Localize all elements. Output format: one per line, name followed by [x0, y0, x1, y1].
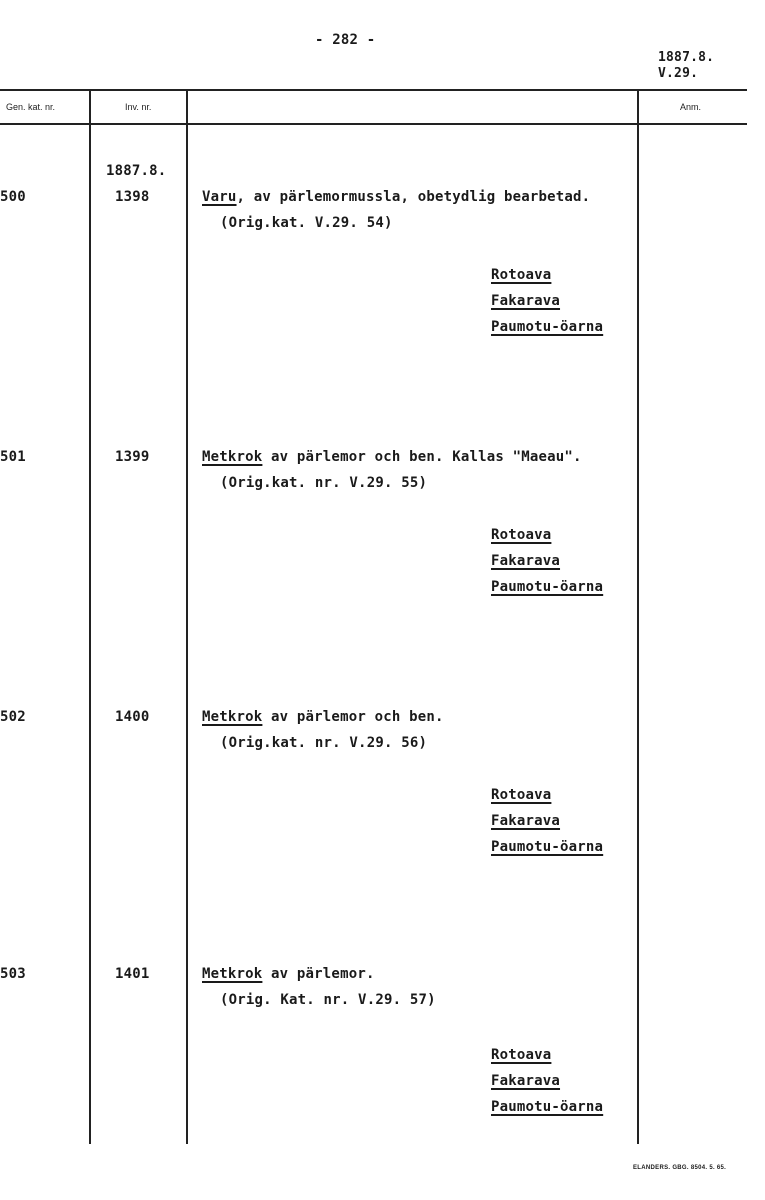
entry-description [202, 709, 444, 725]
catalog-volume-ref: V.29. [658, 66, 699, 81]
header-inv-nr: Inv. nr. [125, 102, 152, 112]
inv-number: 1399 [115, 449, 150, 465]
printer-imprint: ELANDERS. GBG. 8504. 5. 65. [633, 1165, 727, 1171]
entry-title: Varu [202, 189, 237, 205]
table-top-rule [0, 89, 747, 91]
place-atoll: Fakarava [491, 293, 561, 309]
place-archipelago: Paumotu-öarna [491, 319, 604, 335]
column-divider-2 [186, 89, 188, 1144]
place-archipelago: Paumotu-öarna [491, 579, 604, 595]
gen-kat-number: 501 [0, 449, 26, 465]
gen-kat-number: 502 [0, 709, 26, 725]
place-locality: Rotoava [491, 267, 552, 283]
header-gen-kat-nr: Gen. kat. nr. [6, 102, 56, 112]
gen-kat-number: 500 [0, 189, 26, 205]
orig-catalog-ref: (Orig. Kat. nr. V.29. 57) [220, 992, 436, 1008]
place-locality: Rotoava [491, 1047, 552, 1063]
place-locality: Rotoava [491, 787, 552, 803]
entry-title: Metkrok [202, 449, 263, 465]
entry-title: Metkrok [202, 966, 263, 982]
column-divider-1 [89, 89, 91, 1144]
gen-kat-number: 503 [0, 966, 26, 982]
inv-number: 1401 [115, 966, 150, 982]
entry-description-text: av pärlemor och ben. [262, 709, 444, 725]
entry-description-text: , av pärlemormussla, obetydlig bearbetad. [236, 189, 591, 205]
table-header-rule [0, 123, 747, 125]
entry-description [202, 449, 582, 465]
orig-catalog-ref: (Orig.kat. V.29. 54) [220, 215, 393, 231]
entry-title: Metkrok [202, 709, 263, 725]
catalog-date-ref: 1887.8. [658, 50, 715, 65]
place-archipelago: Paumotu-öarna [491, 1099, 604, 1115]
column-divider-3 [637, 89, 639, 1144]
entry-description [202, 966, 375, 982]
entry-description-text: av pärlemor. [262, 966, 375, 982]
page-number: - 282 - [315, 32, 376, 48]
inv-number: 1398 [115, 189, 150, 205]
header-anm: Anm. [680, 102, 702, 112]
place-locality: Rotoava [491, 527, 552, 543]
orig-catalog-ref: (Orig.kat. nr. V.29. 55) [220, 475, 428, 491]
place-atoll: Fakarava [491, 813, 561, 829]
inventory-group-label: 1887.8. [106, 163, 167, 179]
entry-description-text: av pärlemor och ben. Kallas "Maeau". [262, 449, 582, 465]
place-atoll: Fakarava [491, 1073, 561, 1089]
inv-number: 1400 [115, 709, 150, 725]
place-atoll: Fakarava [491, 553, 561, 569]
orig-catalog-ref: (Orig.kat. nr. V.29. 56) [220, 735, 428, 751]
place-archipelago: Paumotu-öarna [491, 839, 604, 855]
entry-description [202, 189, 590, 205]
